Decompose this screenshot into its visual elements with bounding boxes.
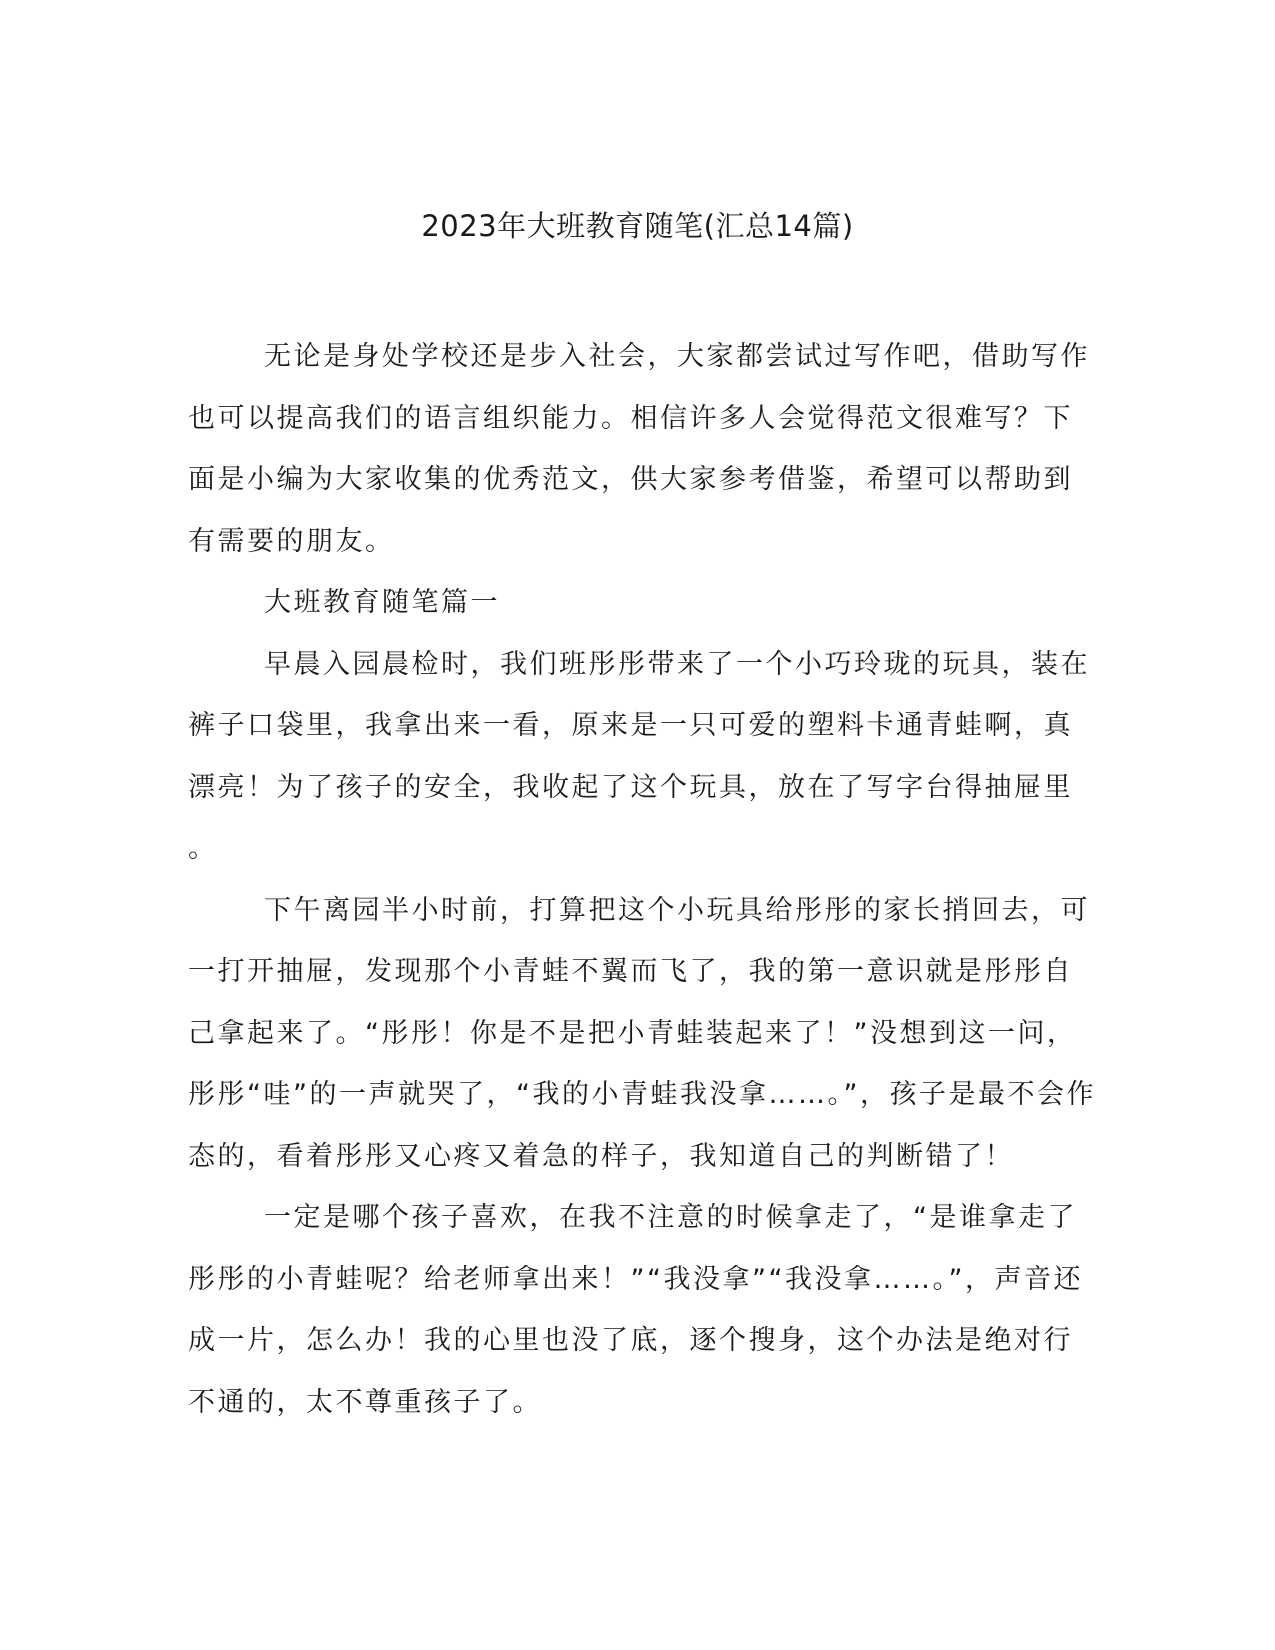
text-line: 下午离园半小时前，打算把这个小玩具给彤彤的家长捎回去，可 [264,894,1090,926]
text-line: 己拿起来了。“彤彤！你是不是把小青蛙装起来了！”没想到这一问， [188,1017,1077,1049]
text-line: 一打开抽屉，发现那个小青蛙不翼而飞了，我的第一意识就是彤彤自 [188,956,1073,987]
text-line: 早晨入园晨检时，我们班彤彤带来了一个小巧玲珑的玩具，装在 [264,648,1090,680]
text-line: 面是小编为大家收集的优秀范文，供大家参考借鉴，希望可以帮助到 [188,464,1073,495]
text-line: 漂亮！为了孩子的安全，我收起了这个玩具，放在了写字台得抽屉里 [188,771,1073,803]
text-line: 大班教育随笔篇一 [264,587,500,618]
text-line: 态的，看着彤彤又心疼又着急的样子，我知道自己的判断错了！ [188,1140,1014,1172]
text-line: 无论是身处学校还是步入社会，大家都尝试过写作吧，借助写作 [264,341,1090,372]
text-line: 有需要的朋友。 [188,525,395,557]
text-line: 不通的，太不尊重孩子了。 [188,1386,542,1418]
text-line: 裤子口袋里，我拿出来一看，原来是一只可爱的塑料卡通青蛙啊，真 [188,710,1073,741]
document-body [188,326,1096,1433]
text-line: 。 [188,833,218,864]
text-line: 一定是哪个孩子喜欢，在我不注意的时候拿走了，“是谁拿走了 [264,1202,1077,1233]
text-line: 彤彤“哇”的一声就哭了，“我的小青蛙我没拿……。”，孩子是最不会作 [188,1079,1096,1110]
text-line: 彤彤的小青蛙呢？给老师拿出来！”“我没拿”“我没拿……。”，声音还 [188,1263,1083,1295]
text-line: 也可以提高我们的语言组织能力。相信许多人会觉得范文很难写？下 [188,402,1073,434]
document-title: 2023年大班教育随笔(汇总14篇) [421,209,854,243]
text-line: 成一片，怎么办！我的心里也没了底，逐个搜身，这个办法是绝对行 [188,1325,1073,1356]
